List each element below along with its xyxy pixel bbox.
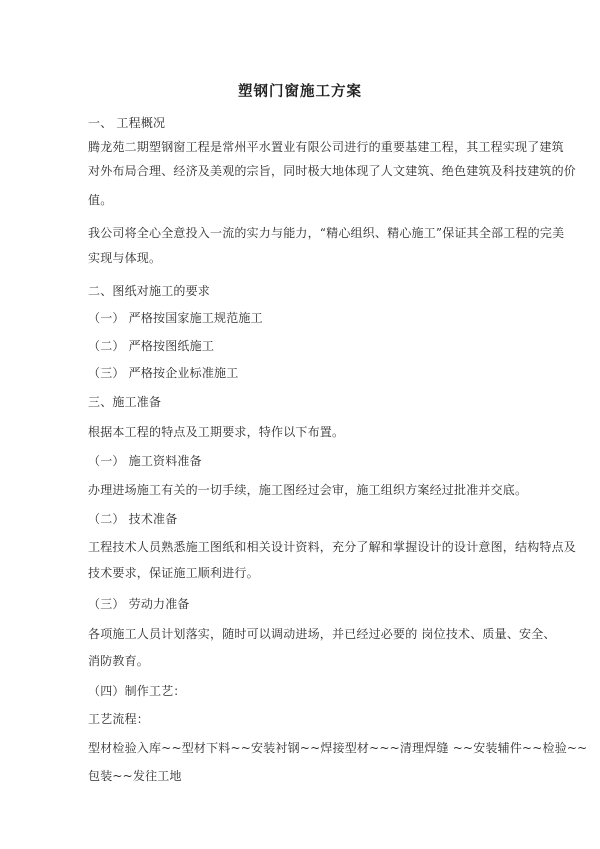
paragraph-line: 工程技术人员熟悉施工图纸和相关设计资料，充分了解和掌握设计的设计意图，结构特点及: [88, 540, 577, 554]
paragraph-line: 技术要求，保证施工顺利进行。: [88, 566, 259, 580]
paragraph-line: 办理进场施工有关的一切手续，施工图经过会审，施工组织方案经过批准并交底。: [88, 483, 528, 497]
document-title: 塑钢门窗施工方案: [238, 83, 362, 100]
section-heading-project-overview: 一、 工程概况: [88, 116, 166, 130]
paragraph-line: 消防教育。: [88, 654, 150, 668]
paragraph-line: 值。: [88, 193, 113, 207]
paragraph-line: 工艺流程：: [88, 712, 150, 726]
paragraph-line: 对外布局合理、经济及美观的宗旨，同时极大地体现了人文建筑、绝色建筑及科技建筑的价: [88, 164, 577, 178]
paragraph-line: 根据本工程的特点及工期要求，特作以下布置。: [88, 425, 345, 439]
list-item: （二） 严格按图纸施工: [88, 339, 215, 353]
list-item: （三） 严格按企业标准施工: [88, 366, 239, 380]
subsection-heading: （二） 技术准备: [88, 512, 178, 526]
section-heading-drawing-requirements: 二、图纸对施工的要求: [88, 284, 211, 298]
list-item: （一） 严格按国家施工规范施工: [88, 311, 263, 325]
section-heading-construction-preparation: 三、施工准备: [88, 395, 162, 409]
process-flow-line: 包装~~发往工地: [88, 769, 182, 783]
paragraph-line: 我公司将全心全意投入一流的实力与能力，“精心组织、精心施工”保证其全部工程的完美: [88, 226, 565, 240]
process-flow-line: 型材检验入库~~型材下料~~安装衬钢~~焊接型材~~~清理焊缝 ~~安装辅件~~检验~~: [88, 741, 588, 755]
subsection-heading: （三） 劳动力准备: [88, 597, 190, 611]
subsection-heading: （一） 施工资料准备: [88, 454, 202, 468]
subsection-heading: （四）制作工艺：: [88, 684, 186, 698]
paragraph-line: 实现与体现。: [88, 251, 162, 265]
paragraph-line: 腾龙苑二期塑钢窗工程是常州平水置业有限公司进行的重要基建工程，其工程实现了建筑: [88, 140, 564, 154]
paragraph-line: 各项施工人员计划落实，随时可以调动进场，并已经过必要的 岗位技术、质量、安全、: [88, 627, 556, 641]
